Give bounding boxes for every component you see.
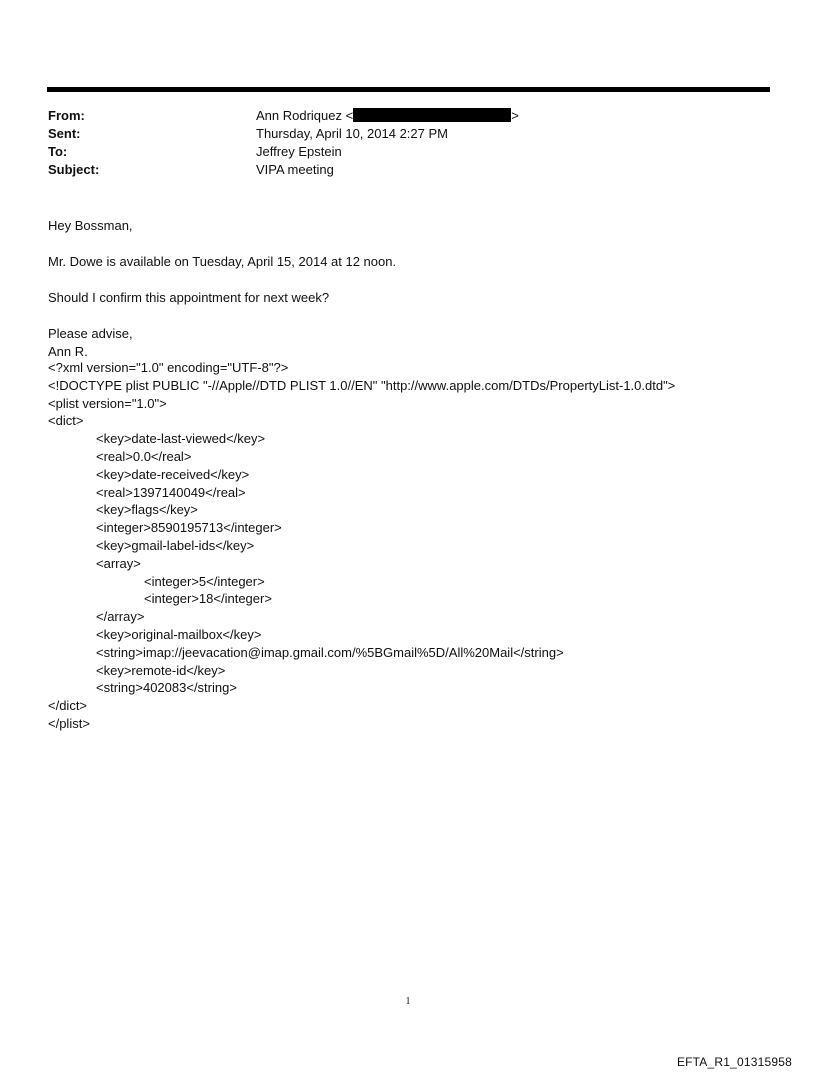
plist-line: <key>date-last-viewed</key> — [96, 431, 266, 447]
body-line-availability: Mr. Dowe is available on Tuesday, April 15, 2014 at 12 noon. — [48, 254, 397, 269]
email-header — [48, 107, 768, 179]
plist-line: <string>402083</string> — [96, 680, 237, 696]
page-number: 1 — [405, 996, 411, 1007]
plist-line: <dict> — [48, 413, 84, 429]
plist-line: <!DOCTYPE plist PUBLIC "-//Apple//DTD PLIST 1.0//EN" "http://www.apple.com/DTDs/PropertyList-1.0.dtd"> — [48, 377, 676, 393]
sent-row — [48, 125, 768, 143]
to-row — [48, 143, 768, 161]
plist-line: <integer>18</integer> — [144, 591, 272, 607]
plist-line: <string>imap://jeevacation@imap.gmail.com/%5BGmail%5D/All%20Mail</string> — [96, 644, 564, 660]
plist-line: <key>remote-id</key> — [96, 662, 226, 678]
subject-row — [48, 161, 768, 179]
plist-line: <real>1397140049</real> — [96, 484, 246, 500]
subject-value: VIPA meeting — [256, 162, 334, 177]
plist-block — [48, 359, 788, 733]
body-line-question: Should I confirm this appointment for next week? — [48, 290, 330, 305]
to-label: To: — [48, 144, 68, 159]
plist-line: <key>original-mailbox</key> — [96, 626, 262, 642]
from-row — [48, 107, 768, 125]
plist-line: </plist> — [48, 715, 90, 731]
plist-line: <key>flags</key> — [96, 502, 198, 518]
plist-line: <integer>8590195713</integer> — [96, 520, 282, 536]
plist-line: <array> — [96, 555, 141, 571]
plist-line: <integer>5</integer> — [144, 573, 265, 589]
plist-line: <key>gmail-label-ids</key> — [96, 537, 255, 553]
plist-line: <real>0.0</real> — [96, 448, 192, 464]
plist-line: </array> — [96, 609, 145, 625]
header-rule — [47, 87, 770, 92]
signature: Ann R. — [48, 344, 88, 359]
plist-line: <plist version="1.0"> — [48, 395, 167, 411]
plist-line: <?xml version="1.0" encoding="UTF-8"?> — [48, 360, 289, 375]
redaction-block — [353, 108, 511, 122]
from-name: Ann Rodriquez < — [256, 108, 354, 123]
plist-line: <key>date-received</key> — [96, 466, 250, 482]
from-value — [256, 107, 519, 125]
from-close: > — [511, 108, 519, 123]
subject-label: Subject: — [48, 162, 100, 177]
to-value: Jeffrey Epstein — [256, 144, 342, 159]
document-id: EFTA_R1_01315958 — [676, 1055, 792, 1069]
email-body — [48, 217, 788, 361]
closing: Please advise, — [48, 326, 133, 341]
sent-value: Thursday, April 10, 2014 2:27 PM — [256, 126, 448, 141]
greeting: Hey Bossman, — [48, 218, 133, 233]
from-label: From: — [48, 108, 85, 123]
sent-label: Sent: — [48, 126, 81, 141]
plist-line: </dict> — [48, 698, 88, 714]
